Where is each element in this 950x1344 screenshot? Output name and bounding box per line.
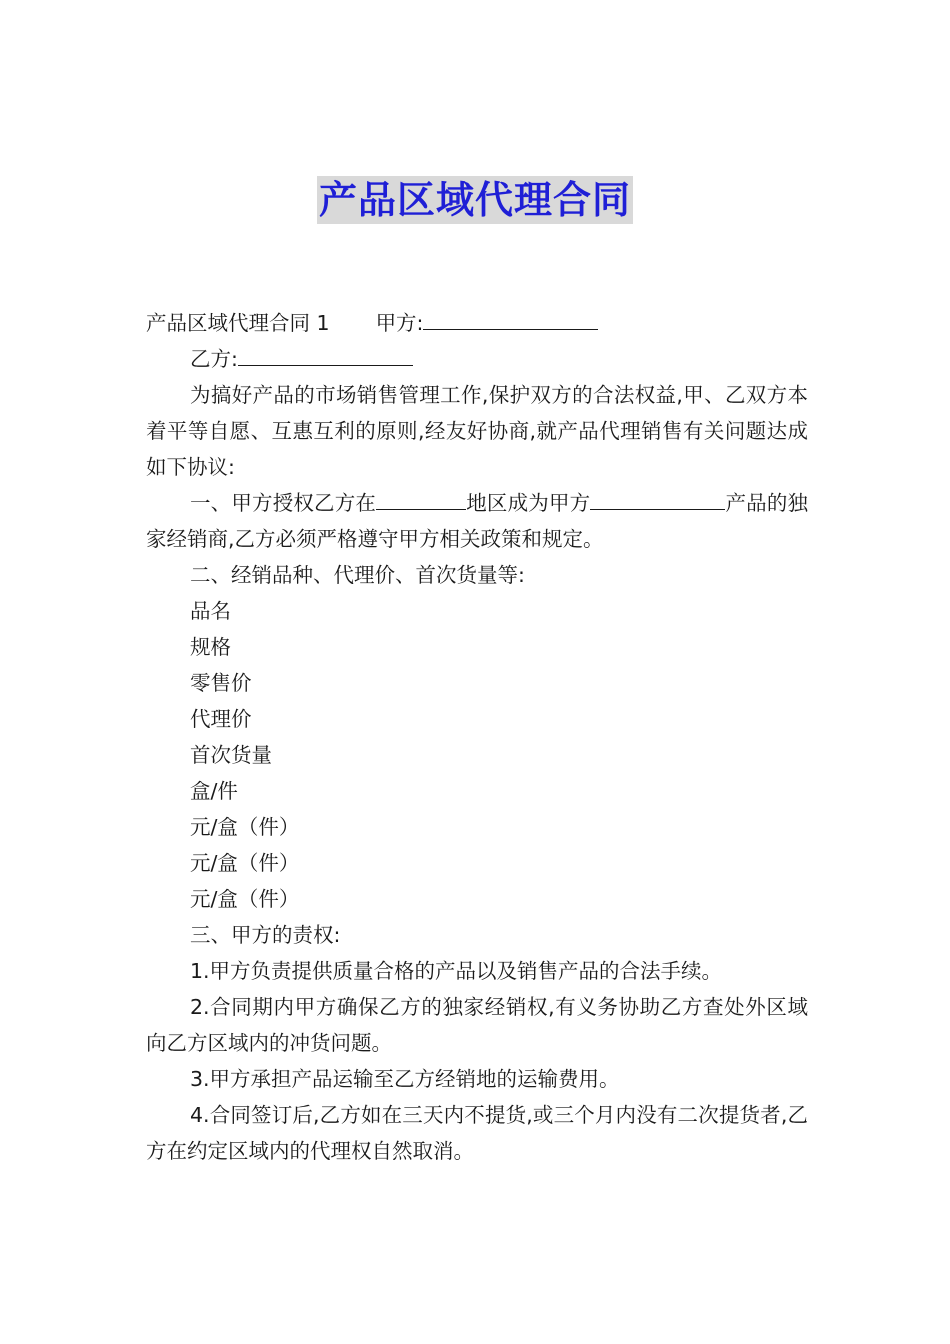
table-item: 元/盒（件） [190,815,300,839]
clause-1 [146,485,808,557]
party-b-label: 乙方: [190,347,238,371]
party-b-line [146,341,808,377]
region-blank [376,485,466,510]
document-body [146,305,808,1169]
clause-1-text-a: 一、甲方授权乙方在 [190,491,377,515]
table-item: 盒/件 [190,779,238,803]
clause-3-heading: 三、甲方的责权: [190,923,341,947]
clause-3-item: 1.甲方负责提供质量合格的产品以及销售产品的合法手续。 [190,959,723,983]
product-blank [590,485,725,510]
table-item: 规格 [190,635,231,659]
table-item: 首次货量 [190,743,272,767]
table-item: 品名 [190,599,231,623]
party-b-blank [238,341,413,366]
party-a-line [146,305,808,341]
party-a-blank [423,305,598,330]
table-item: 零售价 [190,671,252,695]
clause-3-item: 2.合同期内甲方确保乙方的独家经销权,有义务协助乙方查处外区域向乙方区域内的冲货问题。 [146,995,808,1055]
title-container [0,176,950,224]
clause-1-text-c: 产品的独家经销商,乙方必须严格遵守甲方相关政策和规定。 [146,491,809,551]
clause-3-item: 4.合同签订后,乙方如在三天内不提货,或三个月内没有二次提货者,乙方在约定区域内的代理权自然取消。 [146,1103,808,1163]
table-item: 元/盒（件） [190,851,300,875]
clause-2-heading: 二、经销品种、代理价、首次货量等: [190,563,525,587]
intro-paragraph: 为搞好产品的市场销售管理工作,保护双方的合法权益,甲、乙双方本着平等自愿、互惠互利的原则,经友好协商,就产品代理销售有关问题达成如下协议: [146,383,808,479]
clause-1-text-b: 地区成为甲方 [466,491,591,515]
table-item: 元/盒（件） [190,887,300,911]
clause-3-item: 3.甲方承担产品运输至乙方经销地的运输费用。 [190,1067,620,1091]
table-item: 代理价 [190,707,252,731]
document-title: 产品区域代理合同 [318,178,631,222]
party-a-label: 甲方: [375,311,424,335]
contract-heading: 产品区域代理合同 1 [146,311,330,335]
